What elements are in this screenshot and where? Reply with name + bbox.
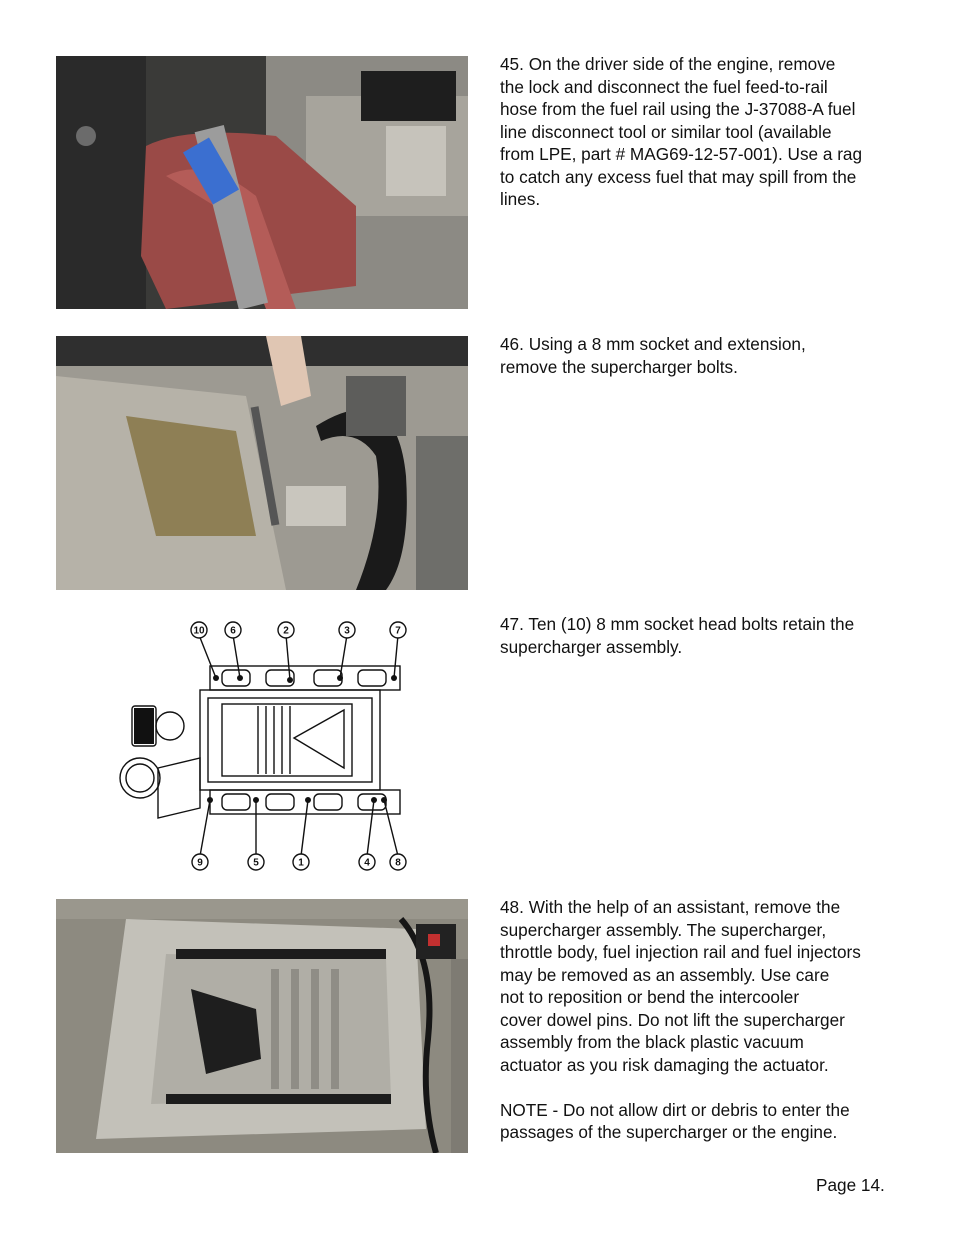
callout-7: 7 — [395, 625, 401, 637]
callout-4: 4 — [364, 857, 370, 869]
step-text: On the driver side of the engine, remove the lock and disconnect the fuel feed-to-rail hose from the fuel rail using the J-37088-A fuel line disconnect tool or similar tool (available from LPE, part # MAG69-12-57-001). Use a rag to catch any excess fuel that may spill from the lines. — [500, 54, 863, 209]
step-number: 45. — [500, 54, 524, 74]
step-number: 47. — [500, 614, 524, 634]
step-text: With the help of an assistant, remove the supercharger assembly. The supercharger, throttle body, fuel injection rail and fuel injectors may be removed as an assembly. Use care not to reposition or bend the intercooler cover dowel pins. Do not lift the supercharger assembly from the black plastic vacuum actuator as you risk damaging the actuator. NOTE - Do not allow dirt or debris to enter the passages of the supercharger or the engine. — [500, 897, 861, 1142]
step-47 — [500, 613, 900, 658]
callout-3: 3 — [344, 625, 350, 637]
photo-socket-extension — [56, 336, 468, 590]
step-number: 48. — [500, 897, 524, 917]
step-number: 46. — [500, 334, 524, 354]
callout-6: 6 — [230, 625, 236, 637]
callout-9: 9 — [197, 857, 203, 869]
photo-supercharger-assembly — [56, 899, 468, 1153]
step-45 — [500, 53, 900, 211]
step-text: Ten (10) 8 mm socket head bolts retain the supercharger assembly. — [500, 614, 855, 657]
bolt-diagram — [118, 618, 418, 876]
step-46 — [500, 333, 900, 378]
page-number: Page 14. — [816, 1175, 885, 1195]
callout-1: 1 — [298, 857, 304, 869]
callout-5: 5 — [253, 857, 259, 869]
step-text: Using a 8 mm socket and extension, remove the supercharger bolts. — [500, 334, 806, 377]
callout-2: 2 — [283, 625, 289, 637]
callout-8: 8 — [395, 857, 401, 869]
photo-fuel-line-disconnect — [56, 56, 468, 309]
step-48 — [500, 896, 900, 1144]
callout-10: 10 — [193, 625, 205, 637]
